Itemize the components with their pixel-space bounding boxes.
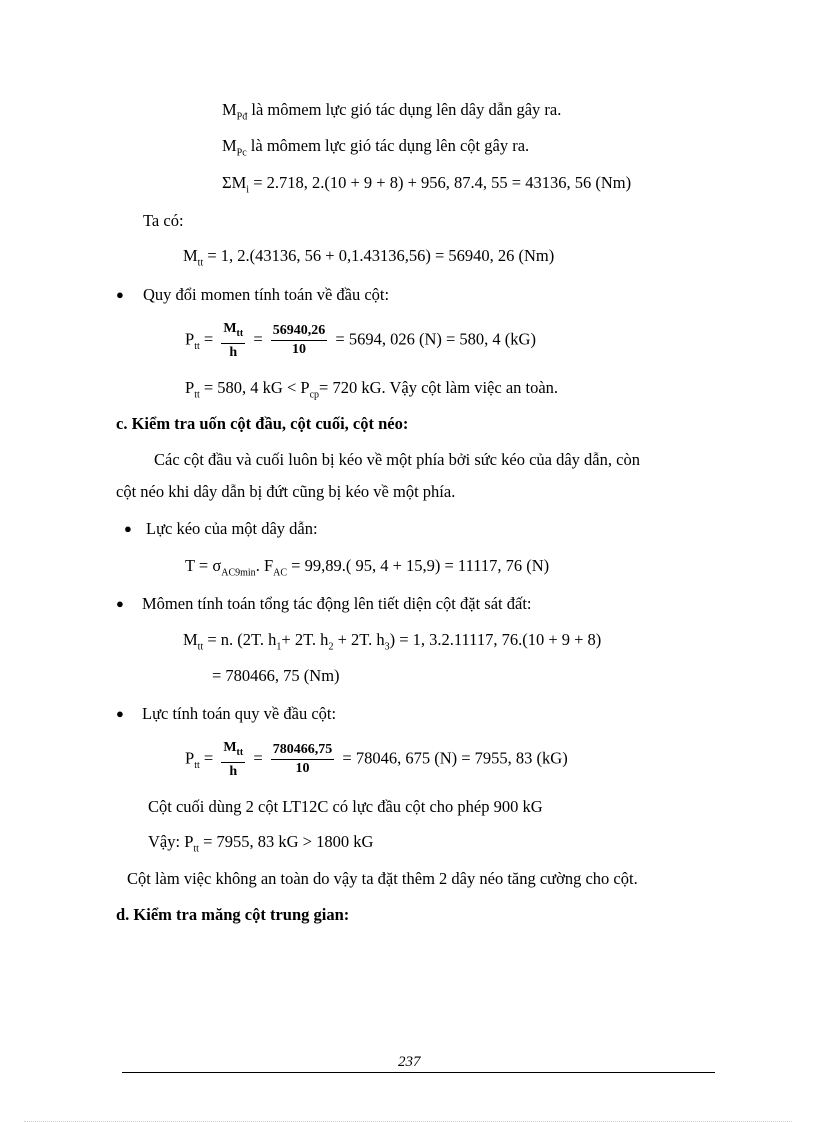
paragraph-line-1: Các cột đầu và cuối luôn bị kéo về một phía bởi sức kéo của dây dẫn, còn [154, 450, 640, 469]
mpd-definition: $M_{Pđ}$ là mômem lực gió tác dụng lên dây dẫn gây ra. [222, 100, 562, 123]
ptt-fraction-equation-1: $P_{tt}$ = $\frac{M_{tt}}{h}$ = $\frac{56940,26}{10}$ = 5694, 026 (N) = 580, 4 (kG) [185, 321, 536, 360]
bullet-icon: ● [116, 287, 124, 302]
conclusion-text: Cột làm việc không an toàn do vậy ta đặt thêm 2 dây néo tăng cường cho cột. [127, 869, 638, 888]
section-heading-d: d. Kiểm tra măng cột trung gian: [116, 905, 350, 924]
bullet-icon: ● [116, 706, 124, 721]
bullet-text-tension: Lực kéo của một dây dẫn: [146, 519, 318, 538]
page-edge-dotted-line [24, 1121, 792, 1122]
section-heading-c: c. Kiểm tra uốn cột đầu, cột cuối, cột néo: [116, 414, 409, 433]
sum-moment-equation: $\Sigma M_i = 2.718$, 2.(10 + 9 + 8) + 956, 87.4, 55 = 43136, 56 (Nm) [222, 173, 632, 196]
bullet-icon: ● [124, 521, 132, 536]
bullet-icon: ● [116, 596, 124, 611]
mtt-equation: $M_{tt} = 1$, 2.(43136, 56 + 0,1.43136,56) = 56940, 26 (Nm) [183, 246, 555, 269]
ptt-safety-check: $P_{tt} = 580$, 4 kG < $P_{cp}= 720$ kG. Vậy cột làm việc an toàn. [185, 378, 559, 401]
footer-rule [122, 1072, 715, 1073]
fraction-mtt-over-h: $\frac{M_{tt}}{h}$ [223, 321, 244, 360]
tension-equation: $T = \sigma_{AC9min}$. $F_{AC} = 99,89$.( 95, 4 + 15,9) = 11117, 76 (N) [185, 556, 550, 579]
bullet-text-total-moment: Mômen tính toán tổng tác động lên tiết diện cột đặt sát đất: [142, 594, 532, 613]
conclusion-inequality: Vậy: $P_{tt} = 7955$, 83 kG > 1800 kG [148, 832, 374, 855]
bullet-text-force-top: Lực tính toán quy về đầu cột: [142, 704, 337, 723]
mtt-ground-equation: $M_{tt} = n$. (2T. $h_1+ 2T$. $h_2 + 2T$. $h_3) = 1$, 3.2.11117, 76.(10 + 9 + 8) [183, 630, 602, 653]
ptt-fraction-equation-2: $P_{tt}$ = $\frac{M_{tt}}{h}$ = $\frac{780466,75}{10}$ = 78046, 675 (N) = 7955, 83 (kG) [185, 740, 568, 779]
fraction-value-2: $\frac{780466,75}{10}$ [272, 742, 333, 777]
fraction-mtt-over-h: $\frac{M_{tt}}{h}$ [223, 740, 244, 779]
page-number: 237 [398, 1054, 421, 1070]
bullet-text-convert-moment: Quy đổi momen tính toán về đầu cột: [143, 285, 390, 304]
ta-co-label: Ta có: [143, 211, 184, 230]
end-pole-spec: Cột cuối dùng 2 cột LT12C có lực đầu cột cho phép 900 kG [148, 797, 543, 816]
mpc-definition: $M_{Pc}$ là mômem lực gió tác dụng lên cột gây ra. [222, 136, 530, 159]
fraction-value-1: $\frac{56940,26}{10}$ [272, 323, 326, 358]
mtt-ground-result: = 780466, 75 (Nm) [212, 666, 340, 685]
paragraph-line-2: cột néo khi dây dẫn bị đứt cũng bị kéo về một phía. [116, 482, 456, 501]
